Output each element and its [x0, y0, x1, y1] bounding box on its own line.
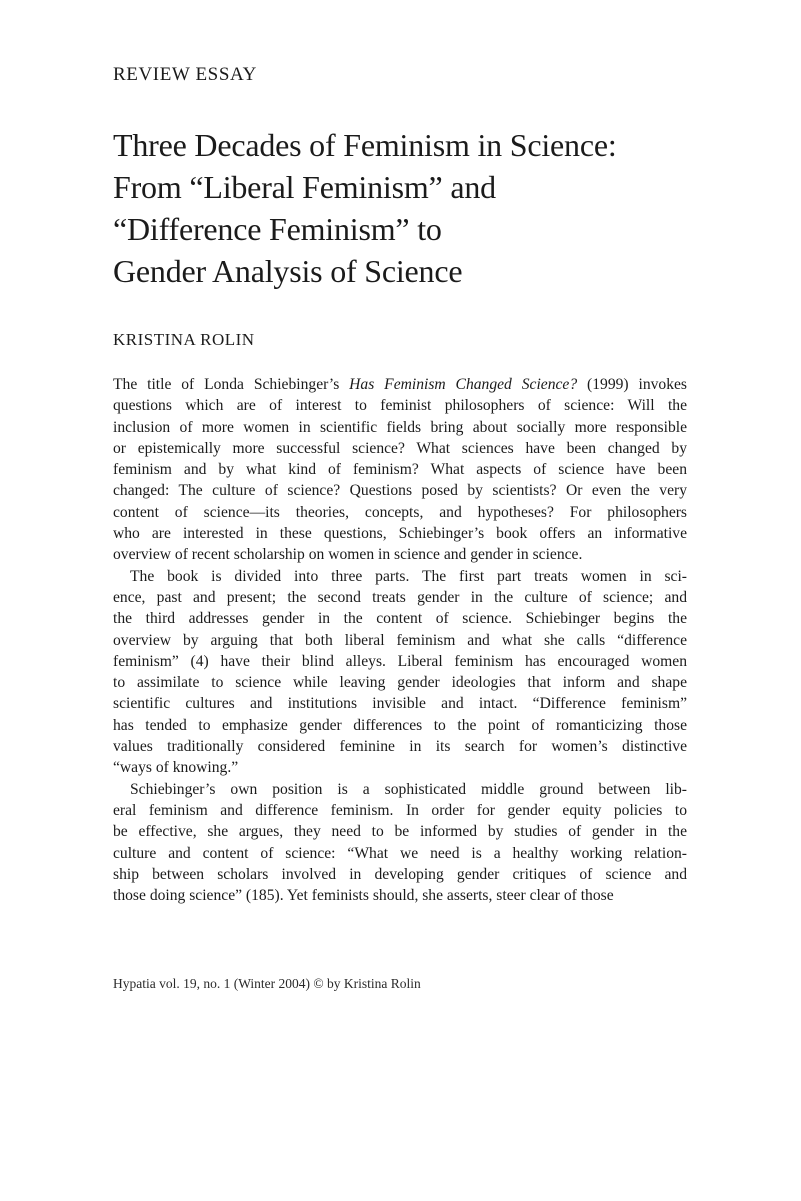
text-segment: feminism and by what kind of feminism? What aspects of science have been — [113, 461, 687, 479]
body-paragraph — [113, 779, 687, 907]
text-line — [113, 459, 687, 480]
text-line — [113, 523, 687, 544]
text-segment: questions which are of interest to feminist philosophers of science: Will the — [113, 397, 687, 415]
author-name: KRISTINA ROLIN — [113, 330, 255, 349]
text-line — [113, 630, 687, 651]
text-line — [113, 608, 687, 629]
footer-citation: Hypatia vol. 19, no. 1 (Winter 2004) © by Kristina Rolin — [113, 976, 421, 991]
text-segment: content of science—its theories, concepts, and hypotheses? For philosophers — [113, 503, 687, 521]
text-line — [113, 417, 687, 438]
text-segment: overview by arguing that both liberal feminism and what she calls “difference — [113, 631, 687, 649]
text-segment: inclusion of more women in scientific fields bring about socially more responsible — [113, 418, 687, 436]
article-title — [113, 124, 687, 292]
text-segment: the third addresses gender in the content of science. Schiebinger begins the — [113, 610, 687, 628]
text-segment: or epistemically more successful science? What sciences have been changed by — [113, 439, 687, 457]
text-segment: scientific cultures and institutions invisible and intact. “Difference feminism” — [113, 695, 687, 713]
title-line: Gender Analysis of Science — [113, 253, 463, 289]
text-segment: ence, past and present; the second treats gender in the culture of science; and — [113, 588, 687, 606]
text-segment: overview of recent scholarship on women in science and gender in science. — [113, 546, 583, 564]
text-line — [113, 587, 687, 608]
text-segment: “ways of knowing.” — [113, 759, 239, 777]
text-line — [113, 715, 687, 736]
text-segment: has tended to emphasize gender differences to the point of romanticizing those — [113, 716, 687, 734]
text-segment: (1999) invokes — [577, 376, 687, 393]
text-segment: values traditionally considered feminine in its search for women’s distinctive — [113, 738, 687, 756]
text-line — [113, 480, 687, 501]
text-line — [113, 736, 687, 757]
text-line — [113, 864, 687, 885]
text-line — [113, 374, 687, 395]
text-segment: The title of Londa Schiebinger’s — [113, 376, 350, 393]
text-line — [113, 395, 687, 416]
text-segment: who are interested in these questions, Schiebinger’s book offers an informative — [113, 525, 687, 543]
text-segment: Schiebinger’s own position is a sophisticated middle ground between lib- — [130, 780, 687, 798]
body-paragraph — [113, 566, 687, 779]
text-line — [113, 502, 687, 523]
text-segment: to assimilate to science while leaving gender ideologies that inform and shape — [113, 674, 687, 692]
text-segment: ship between scholars involved in developing gender critiques of science and — [113, 865, 687, 883]
journal-page — [113, 0, 687, 1201]
text-line — [113, 885, 687, 906]
text-line — [113, 779, 687, 800]
text-segment: eral feminism and difference feminism. In order for gender equity policies to — [113, 801, 687, 819]
text-segment: those doing science” (185). Yet feminists should, she asserts, steer clear of those — [113, 887, 614, 905]
book-title: Has Feminism Changed Science? — [349, 376, 578, 393]
body-paragraph — [113, 374, 687, 566]
text-line — [113, 693, 687, 714]
title-line: Three Decades of Feminism in Science: — [113, 127, 617, 163]
text-line — [113, 651, 687, 672]
text-segment: changed: The culture of science? Questions posed by scientists? Or even the very — [113, 482, 687, 500]
text-segment: culture and content of science: “What we need is a healthy working relation- — [113, 844, 687, 862]
text-line — [113, 438, 687, 459]
text-line — [113, 672, 687, 693]
text-segment: feminism” (4) have their blind alleys. Liberal feminism has encouraged women — [113, 652, 687, 670]
title-line: From “Liberal Feminism” and — [113, 169, 496, 205]
section-label: REVIEW ESSAY — [113, 64, 257, 85]
title-line: “Difference Feminism” to — [113, 211, 442, 247]
text-line — [113, 566, 687, 587]
text-segment: The book is divided into three parts. The first part treats women in sci- — [130, 567, 687, 585]
text-line — [113, 800, 687, 821]
text-line — [113, 757, 687, 778]
text-segment: be effective, she argues, they need to be informed by studies of gender in the — [113, 823, 687, 841]
text-line — [113, 544, 687, 565]
body-text — [113, 374, 687, 906]
text-line — [113, 821, 687, 842]
text-line — [113, 843, 687, 864]
